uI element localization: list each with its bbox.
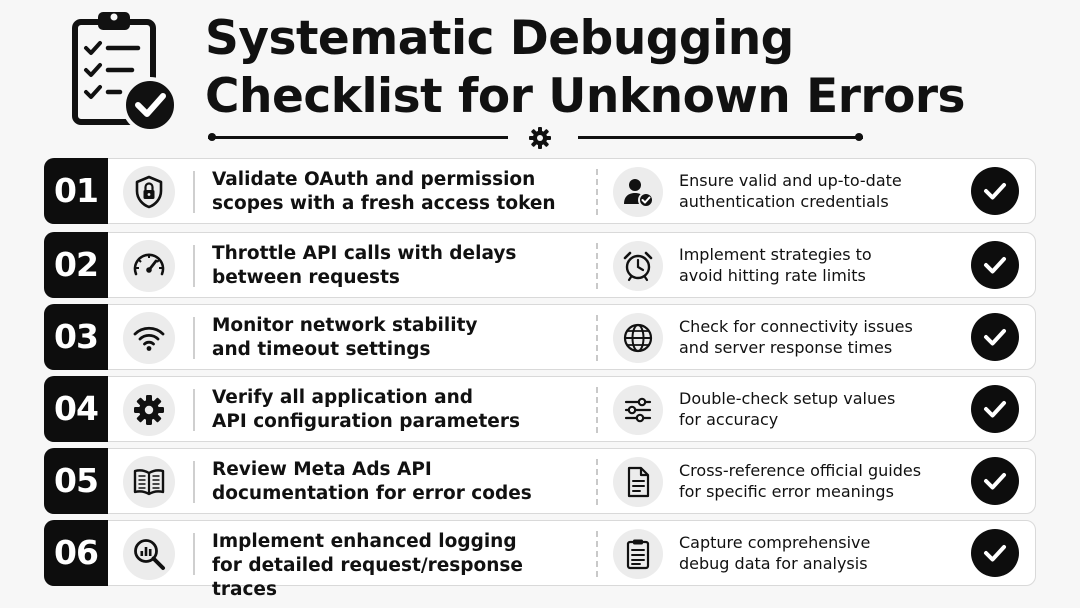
magnifier-chart-icon — [131, 536, 167, 572]
desc-line: Capture comprehensive — [679, 533, 871, 552]
checkmark-icon[interactable] — [971, 167, 1019, 215]
item-action — [212, 386, 592, 434]
desc-line: Double-check setup values — [679, 389, 896, 408]
divider-dot-right — [855, 133, 863, 141]
separator — [193, 245, 195, 287]
gear-icon — [528, 126, 552, 150]
checkmark-icon[interactable] — [971, 241, 1019, 289]
checklist-item — [44, 520, 1036, 600]
title-divider — [208, 126, 863, 148]
item-action — [212, 314, 592, 362]
item-icon-badge — [123, 312, 175, 364]
action-line: Validate OAuth and permission — [212, 169, 536, 190]
document-icon — [621, 465, 655, 499]
desc-line: Ensure valid and up-to-date — [679, 171, 902, 190]
action-line: for detailed request/response traces — [212, 555, 523, 600]
dashed-separator — [596, 459, 598, 505]
item-number: 03 — [44, 304, 108, 370]
action-line: documentation for error codes — [212, 483, 532, 504]
desc-line: debug data for analysis — [679, 554, 868, 573]
action-line: and timeout settings — [212, 339, 431, 360]
item-description — [679, 316, 939, 358]
dashed-separator — [596, 169, 598, 215]
item-action — [212, 242, 592, 290]
divider-rule-left — [208, 136, 508, 139]
checklist-item — [44, 158, 1036, 224]
action-line: Throttle API calls with delays — [212, 243, 517, 264]
item-action — [212, 458, 592, 506]
action-line: Verify all application and — [212, 387, 473, 408]
dashed-separator — [596, 315, 598, 361]
item-icon-badge — [123, 456, 175, 508]
gear-icon — [131, 392, 167, 428]
checklist-item — [44, 448, 1036, 514]
separator — [193, 171, 195, 213]
item-description — [679, 170, 939, 212]
item-action — [212, 530, 592, 602]
desc-icon-badge — [613, 529, 663, 579]
action-line: between requests — [212, 267, 400, 288]
user-check-icon — [621, 175, 655, 209]
checkmark-icon[interactable] — [971, 457, 1019, 505]
separator — [193, 389, 195, 431]
separator — [193, 317, 195, 359]
item-icon-badge — [123, 528, 175, 580]
dashed-separator — [596, 531, 598, 577]
dashed-separator — [596, 387, 598, 433]
item-number: 01 — [44, 158, 108, 224]
alarm-clock-icon — [621, 249, 655, 283]
page-title — [205, 10, 1065, 126]
item-description — [679, 388, 939, 430]
dashed-separator — [596, 243, 598, 289]
item-icon-badge — [123, 166, 175, 218]
checklist-item — [44, 232, 1036, 298]
desc-line: Check for connectivity issues — [679, 317, 913, 336]
item-description — [679, 460, 939, 502]
action-line: Review Meta Ads API — [212, 459, 432, 480]
action-line: scopes with a fresh access token — [212, 193, 556, 214]
item-icon-badge — [123, 384, 175, 436]
title-line-1: Systematic Debugging — [205, 11, 794, 66]
speedometer-icon — [131, 248, 167, 284]
checkmark-icon[interactable] — [971, 313, 1019, 361]
separator — [193, 533, 195, 575]
open-book-icon — [131, 464, 167, 500]
item-number: 05 — [44, 448, 108, 514]
action-line: API configuration parameters — [212, 411, 520, 432]
item-action — [212, 168, 592, 216]
desc-line: Cross-reference official guides — [679, 461, 922, 480]
desc-line: Implement strategies to — [679, 245, 872, 264]
desc-line: for accuracy — [679, 410, 779, 429]
header — [0, 0, 1080, 155]
item-icon-badge — [123, 240, 175, 292]
clipboard-check-icon — [70, 8, 180, 134]
title-line-2: Checklist for Unknown Errors — [205, 69, 966, 124]
shield-lock-icon — [131, 174, 167, 210]
divider-rule-right — [578, 136, 863, 139]
item-description — [679, 244, 939, 286]
desc-icon-badge — [613, 313, 663, 363]
item-description — [679, 532, 939, 574]
desc-icon-badge — [613, 167, 663, 217]
item-number: 06 — [44, 520, 108, 586]
action-line: Implement enhanced logging — [212, 531, 517, 552]
desc-icon-badge — [613, 385, 663, 435]
action-line: Monitor network stability — [212, 315, 478, 336]
clipboard-list-icon — [621, 537, 655, 571]
sliders-icon — [621, 393, 655, 427]
desc-icon-badge — [613, 241, 663, 291]
wifi-icon — [131, 320, 167, 356]
item-number: 02 — [44, 232, 108, 298]
desc-line: authentication credentials — [679, 192, 889, 211]
checklist-item — [44, 304, 1036, 370]
desc-line: avoid hitting rate limits — [679, 266, 866, 285]
separator — [193, 461, 195, 503]
globe-icon — [621, 321, 655, 355]
desc-icon-badge — [613, 457, 663, 507]
desc-line: for specific error meanings — [679, 482, 894, 501]
checkmark-icon[interactable] — [971, 385, 1019, 433]
item-number: 04 — [44, 376, 108, 442]
checklist-item — [44, 376, 1036, 442]
checkmark-icon[interactable] — [971, 529, 1019, 577]
desc-line: and server response times — [679, 338, 893, 357]
